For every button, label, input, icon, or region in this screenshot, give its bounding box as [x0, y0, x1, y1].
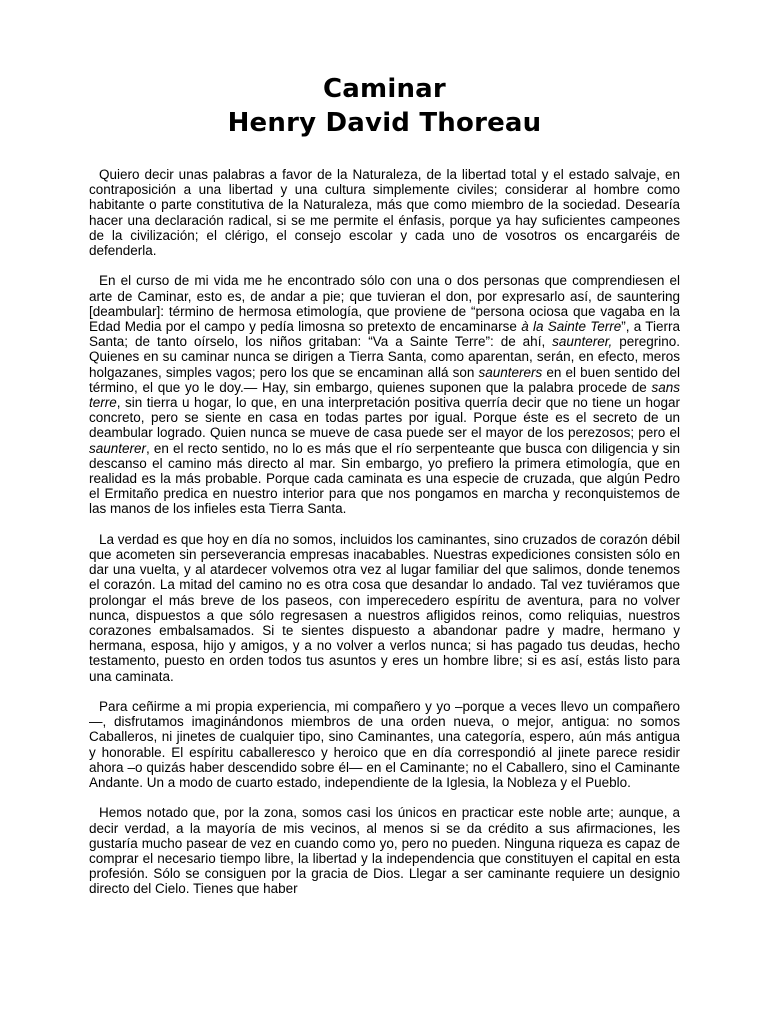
title-block: [89, 72, 680, 140]
paragraph-text: Hemos notado que, por la zona, somos casi los únicos en practicar este noble arte; aunque, a decir verdad, a la mayoría de mis vecinos, al menos si se da crédito a sus afirmaciones, les gustaría mucho pasear de vez en cuando como yo, pero no pueden. Ninguna riqueza es capaz de comprar el necesario tiempo libre, la libertad y la independencia que constituyen el capital en esta profesión. Sólo se consiguen por la gracia de Dios. Llegar a ser caminante requiere un designio directo del Cielo. Tienes que haber: [89, 805, 680, 897]
paragraph-text: ”, a Tierra Santa; de tanto oírselo, los niños gritaban: “Va a Sainte Terre”: de ahí,: [89, 319, 680, 350]
document-title: Caminar: [323, 74, 446, 104]
paragraph-text: Quiero decir unas palabras a favor de la Naturaleza, de la libertad total y el estado salvaje, en contraposición a una libertad y una cultura simplemente civiles; considerar al hombre como habitante o parte constitutiva de la Naturaleza, más que como miembro de la sociedad. Desearía hacer una declaración radical, si se me permite el énfasis, porque ya hay suficientes campeones de la civilización; el clérigo, el consejo escolar y cada uno de vosotros os encargaréis de defenderla.: [89, 167, 680, 259]
paragraph: [89, 167, 680, 258]
italic-text: sans terre: [89, 379, 680, 411]
paragraph: [89, 699, 680, 790]
paragraph-text: La verdad es que hoy en día no somos, incluidos los caminantes, sino cruzados de corazón débil que acometen sin perseverancia empresas inacabables. Nuestras expediciones consisten sólo en dar una vuelta, y al atardecer volvemos otra vez al lugar familiar del que salimos, donde tenemos el corazón. La mitad del camino no es otra cosa que desandar lo andado. Tal vez tuviéramos que prolongar el más breve de los paseos, con imperecedero espíritu de aventura, para no volver nunca, dispuestos a que sólo regresasen a nuestros afligidos reinos, como reliquias, nuestros corazones embalsamados. Si te sientes dispuesto a abandonar padre y madre, hermano y hermana, esposa, hijo y amigos, y a no volver a verlos nunca; si has pagado tus deudas, hecho testamento, puesto en orden todos tus asuntos y eres un hombre libre; si es así, estás listo para una caminata.: [89, 531, 680, 684]
paragraph: [89, 805, 680, 896]
italic-text: saunterer: [89, 440, 147, 456]
paragraph-text: , en el recto sentido, no lo es más que el río serpenteante que busca con diligencia y sin descanso el camino más directo al mar. Sin embargo, yo prefiero la primera etimología, que en realidad es la más probable. Porque cada caminata es una especie de cruzada, que algún Pedro el Ermitaño predica en nuestro interior para que nos pongamos en marcha y reconquistemos de las manos de los infieles esta Tierra Santa.: [89, 440, 680, 517]
paragraph-text: Para ceñirme a mi propia experiencia, mi compañero y yo –porque a veces llevo un compañero—, disfrutamos imaginándonos miembros de una orden nueva, o mejor, antigua: no somos Caballeros, ni jinetes de cualquier tipo, sino Caminantes, una categoría, espero, aún más antigua y honorable. El espíritu caballeresco y heroico que en día correspondió al jinete parece residir ahora –o quizás haber descendido sobre él— en el Caminante; no el Caballero, sino el Caminante Andante. Un a modo de cuarto estado, independiente de la Iglesia, la Nobleza y el Pueblo.: [89, 699, 680, 791]
document-author: Henry David Thoreau: [227, 108, 542, 138]
paragraph-text: En el curso de mi vida me he encontrado sólo con una o dos personas que comprendiesen el arte de Caminar, esto es, de andar a pie; que tuvieran el don, por expresarlo así, de sauntering [deambular]: término de hermosa etimología, que proviene de “persona ociosa que vagaba en la Edad Media por el campo y pedía limosna so pretexto de encaminarse: [89, 273, 680, 335]
italic-text: saunterers: [478, 364, 543, 380]
document-body: [89, 167, 680, 897]
italic-text: saunterer,: [552, 334, 613, 350]
paragraph-text: peregrino. Quienes en su caminar nunca se dirigen a Tierra Santa, como aparentan, serán, en efecto, meros holgazanes, simples vagos; pero los que se encaminan allá son: [89, 334, 680, 380]
paragraph: [89, 273, 680, 516]
paragraph-text: en el buen sentido del término, el que yo le doy.— Hay, sin embargo, quienes suponen que la palabra procede de: [89, 364, 681, 395]
italic-text: à la Sainte Terre: [521, 319, 622, 335]
paragraph-text: , sin tierra u hogar, lo que, en una interpretación positiva querría decir que no tiene un hogar concreto, pero se siente en casa en todas partes por igual. Porque éste es el secreto de un deambular logrado. Quien nunca se mueve de casa puede ser el mayor de los perezosos; pero el: [89, 395, 680, 441]
paragraph: [89, 532, 680, 684]
